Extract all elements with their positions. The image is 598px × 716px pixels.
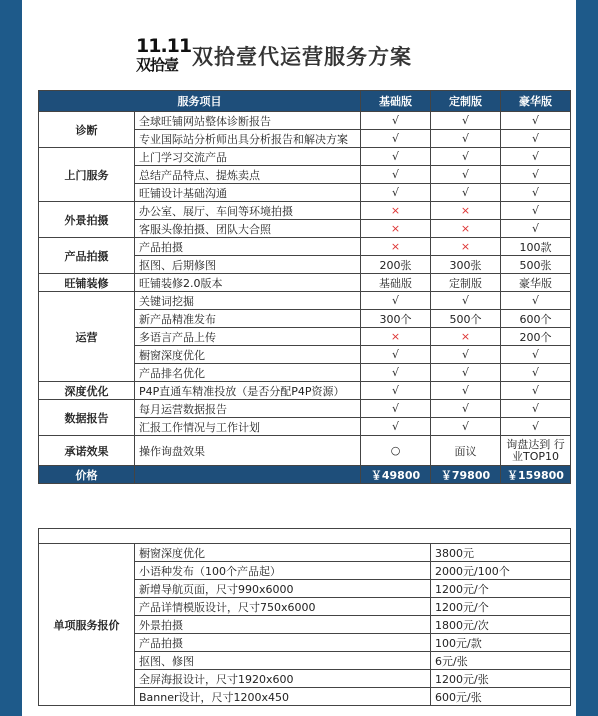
item-cell: 抠图、后期修图 bbox=[135, 256, 361, 274]
value-cell-b: √ bbox=[361, 346, 431, 364]
value-cell-b: √ bbox=[361, 166, 431, 184]
item-cell: 专业国际站分析师出具分析报告和解决方案 bbox=[135, 130, 361, 148]
category-cell: 上门服务 bbox=[39, 148, 135, 202]
value-cell-d: 500张 bbox=[501, 256, 571, 274]
category-cell: 旺铺装修 bbox=[39, 274, 135, 292]
value-cell-b: ○ bbox=[361, 436, 431, 466]
value-cell-c: √ bbox=[431, 166, 501, 184]
table-row bbox=[39, 436, 571, 466]
single-service-label: 单项服务报价 bbox=[39, 544, 135, 706]
value-cell-c: × bbox=[431, 328, 501, 346]
item-cell: 多语言产品上传 bbox=[135, 328, 361, 346]
single-service-price: 100元/款 bbox=[431, 634, 571, 652]
col-header-deluxe: 豪华版 bbox=[501, 91, 571, 112]
value-cell-c: 定制版 bbox=[431, 274, 501, 292]
value-cell-c: √ bbox=[431, 130, 501, 148]
value-cell-c: √ bbox=[431, 364, 501, 382]
value-cell-c: 面议 bbox=[431, 436, 501, 466]
value-cell-c: √ bbox=[431, 292, 501, 310]
single-service-table bbox=[38, 528, 571, 706]
category-cell: 运营 bbox=[39, 292, 135, 382]
value-cell-b: √ bbox=[361, 292, 431, 310]
col-header-custom: 定制版 bbox=[431, 91, 501, 112]
value-cell-b: √ bbox=[361, 382, 431, 400]
spacer-row bbox=[39, 529, 571, 544]
table-header-row bbox=[39, 91, 571, 112]
logo-top: 11.11 bbox=[136, 35, 192, 57]
value-cell-b: × bbox=[361, 202, 431, 220]
value-cell-b: √ bbox=[361, 112, 431, 130]
left-border bbox=[0, 0, 22, 716]
value-cell-c: 300张 bbox=[431, 256, 501, 274]
price-d: ￥159800 bbox=[501, 466, 571, 484]
single-service-price: 600元/张 bbox=[431, 688, 571, 706]
item-cell: 每月运营数据报告 bbox=[135, 400, 361, 418]
value-cell-b: 300个 bbox=[361, 310, 431, 328]
single-service-name: 新增导航页面，尺寸990x6000 bbox=[135, 580, 431, 598]
item-cell: 总结产品特点、提炼卖点 bbox=[135, 166, 361, 184]
table-row bbox=[39, 274, 571, 292]
price-label: 价格 bbox=[39, 466, 135, 484]
item-cell: 全球旺铺网站整体诊断报告 bbox=[135, 112, 361, 130]
col-header-basic: 基础版 bbox=[361, 91, 431, 112]
value-cell-d: √ bbox=[501, 418, 571, 436]
item-cell: 办公室、展厅、车间等环境拍摄 bbox=[135, 202, 361, 220]
value-cell-c: 500个 bbox=[431, 310, 501, 328]
single-service-price: 6元/张 bbox=[431, 652, 571, 670]
single-service-row bbox=[39, 544, 571, 562]
value-cell-c: × bbox=[431, 220, 501, 238]
value-cell-b: × bbox=[361, 238, 431, 256]
value-cell-b: × bbox=[361, 220, 431, 238]
value-cell-b: √ bbox=[361, 364, 431, 382]
col-header-service: 服务项目 bbox=[39, 91, 361, 112]
value-cell-c: √ bbox=[431, 400, 501, 418]
table-row bbox=[39, 202, 571, 220]
single-service-price: 2000元/100个 bbox=[431, 562, 571, 580]
table-row bbox=[39, 292, 571, 310]
value-cell-c: √ bbox=[431, 382, 501, 400]
value-cell-c: √ bbox=[431, 418, 501, 436]
value-cell-d: 600个 bbox=[501, 310, 571, 328]
item-cell: 上门学习交流产品 bbox=[135, 148, 361, 166]
value-cell-d: √ bbox=[501, 202, 571, 220]
value-cell-d: √ bbox=[501, 292, 571, 310]
price-c: ￥79800 bbox=[431, 466, 501, 484]
value-cell-d: √ bbox=[501, 112, 571, 130]
value-cell-c: √ bbox=[431, 184, 501, 202]
single-service-price: 1200元/张 bbox=[431, 670, 571, 688]
value-cell-c: × bbox=[431, 238, 501, 256]
value-cell-b: √ bbox=[361, 400, 431, 418]
value-cell-d: √ bbox=[501, 346, 571, 364]
value-cell-d: √ bbox=[501, 130, 571, 148]
category-cell: 深度优化 bbox=[39, 382, 135, 400]
value-cell-d: 200个 bbox=[501, 328, 571, 346]
table-row bbox=[39, 148, 571, 166]
table-row bbox=[39, 238, 571, 256]
package-table bbox=[38, 90, 571, 484]
value-cell-d: 询盘达到 行业TOP10 bbox=[501, 436, 571, 466]
item-cell: 旺铺装修2.0版本 bbox=[135, 274, 361, 292]
single-service-name: 外景拍摄 bbox=[135, 616, 431, 634]
page-title: 双拾壹代运营服务方案 bbox=[192, 45, 412, 69]
single-service-price: 1200元/个 bbox=[431, 598, 571, 616]
value-cell-d: 豪华版 bbox=[501, 274, 571, 292]
single-service-price: 3800元 bbox=[431, 544, 571, 562]
item-cell: 关键词挖掘 bbox=[135, 292, 361, 310]
value-cell-d: √ bbox=[501, 382, 571, 400]
table-row bbox=[39, 112, 571, 130]
single-service-price: 1800元/次 bbox=[431, 616, 571, 634]
value-cell-c: √ bbox=[431, 346, 501, 364]
value-cell-b: √ bbox=[361, 418, 431, 436]
value-cell-d: 100款 bbox=[501, 238, 571, 256]
category-cell: 外景拍摄 bbox=[39, 202, 135, 238]
value-cell-d: √ bbox=[501, 166, 571, 184]
single-service-name: 小语种发布（100个产品起） bbox=[135, 562, 431, 580]
single-service-name: 产品拍摄 bbox=[135, 634, 431, 652]
item-cell: 橱窗深度优化 bbox=[135, 346, 361, 364]
item-cell: 旺铺设计基础沟通 bbox=[135, 184, 361, 202]
item-cell: 产品排名优化 bbox=[135, 364, 361, 382]
item-cell: 产品拍摄 bbox=[135, 238, 361, 256]
single-service-name: Banner设计，尺寸1200x450 bbox=[135, 688, 431, 706]
value-cell-d: √ bbox=[501, 400, 571, 418]
single-service-price: 1200元/个 bbox=[431, 580, 571, 598]
value-cell-c: √ bbox=[431, 148, 501, 166]
category-cell: 产品拍摄 bbox=[39, 238, 135, 274]
value-cell-d: √ bbox=[501, 220, 571, 238]
item-cell: 新产品精准发布 bbox=[135, 310, 361, 328]
table-row bbox=[39, 382, 571, 400]
price-empty bbox=[135, 466, 361, 484]
single-service-name: 全屏海报设计，尺寸1920x600 bbox=[135, 670, 431, 688]
value-cell-c: √ bbox=[431, 112, 501, 130]
right-border bbox=[576, 0, 598, 716]
value-cell-d: √ bbox=[501, 148, 571, 166]
category-cell: 诊断 bbox=[39, 112, 135, 148]
table-row bbox=[39, 400, 571, 418]
value-cell-c: × bbox=[431, 202, 501, 220]
value-cell-b: √ bbox=[361, 130, 431, 148]
logo-bottom: 双拾壹 bbox=[136, 56, 179, 74]
value-cell-d: √ bbox=[501, 364, 571, 382]
logo bbox=[136, 35, 192, 76]
item-cell: 客服头像拍摄、团队大合照 bbox=[135, 220, 361, 238]
item-cell: 操作询盘效果 bbox=[135, 436, 361, 466]
value-cell-b: √ bbox=[361, 184, 431, 202]
price-row bbox=[39, 466, 571, 484]
price-b: ￥49800 bbox=[361, 466, 431, 484]
header bbox=[136, 34, 412, 78]
value-cell-b: √ bbox=[361, 148, 431, 166]
value-cell-b: × bbox=[361, 328, 431, 346]
single-service-name: 产品详情模版设计，尺寸750x6000 bbox=[135, 598, 431, 616]
value-cell-d: √ bbox=[501, 184, 571, 202]
single-service-name: 抠图、修图 bbox=[135, 652, 431, 670]
value-cell-b: 200张 bbox=[361, 256, 431, 274]
single-service-name: 橱窗深度优化 bbox=[135, 544, 431, 562]
item-cell: P4P直通车精准投放（是否分配P4P资源） bbox=[135, 382, 361, 400]
value-cell-b: 基础版 bbox=[361, 274, 431, 292]
item-cell: 汇报工作情况与工作计划 bbox=[135, 418, 361, 436]
category-cell: 承诺效果 bbox=[39, 436, 135, 466]
category-cell: 数据报告 bbox=[39, 400, 135, 436]
